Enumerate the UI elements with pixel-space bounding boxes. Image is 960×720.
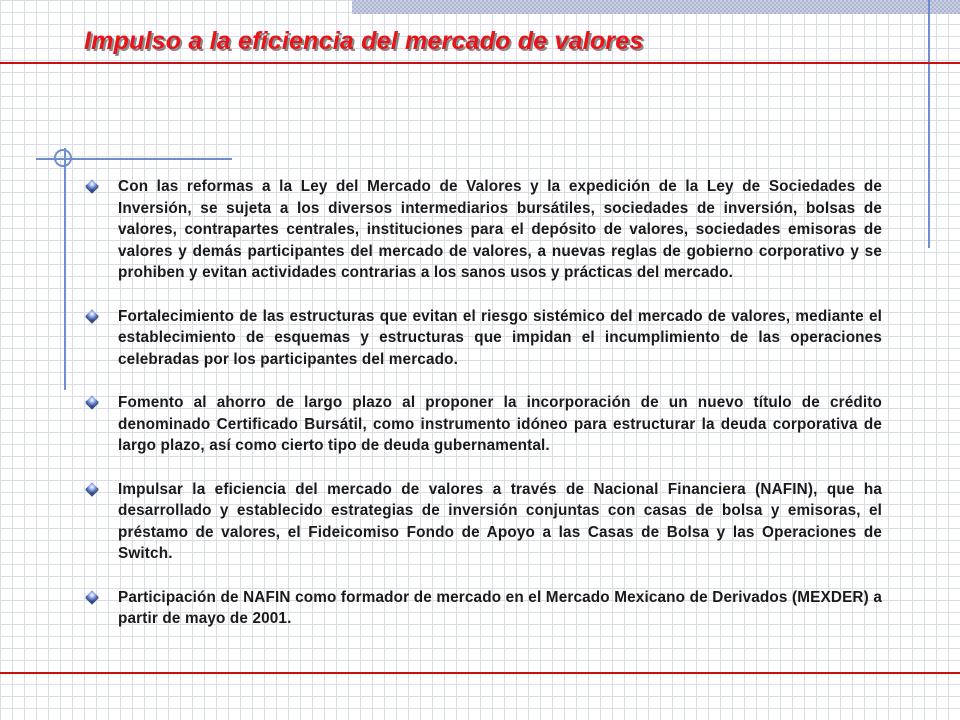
bullet-text: Fortalecimiento de las estructuras que evitan el riesgo sistémico del mercado de valores, mediante el establecimiento de esquemas y estructuras que impidan el incumplimiento de las operaciones celebradas por los participantes del mercado. — [118, 307, 882, 368]
list-item — [86, 392, 882, 457]
list-item — [86, 176, 882, 284]
list-item — [86, 587, 882, 630]
bottom-divider — [0, 672, 960, 674]
bullet-text: Impulsar la eficiencia del mercado de valores a través de Nacional Financiera (NAFIN), que ha desarrollado y establecido estrategias de inversión conjuntas con casas de bolsa y emisoras, el préstamo de valores, el Fideicomiso Fondo de Apoyo a las Casas de Bolsa y las Operaciones de Switch. — [118, 480, 882, 562]
bullet-list — [86, 176, 882, 652]
bullet-diamond-icon — [85, 309, 98, 322]
bullet-text: Participación de NAFIN como formador de mercado en el Mercado Mexicano de Derivados (MEXDER) a partir de mayo de 2001. — [118, 588, 882, 627]
list-item — [86, 479, 882, 565]
bullet-diamond-icon — [85, 482, 98, 495]
list-item — [86, 306, 882, 371]
bullet-text: Fomento al ahorro de largo plazo al proponer la incorporación de un nuevo título de crédito denominado Certificado Bursátil, como instrumento idóneo para estructurar la deuda corporativa de largo plazo, así como cierto tipo de deuda gubernamental. — [118, 394, 882, 454]
circle-accent — [54, 149, 72, 167]
bullet-text: Con las reformas a la Ley del Mercado de Valores y la expedición de la Ley de Sociedades de Inversión, se sujeta a los diversos intermediarios bursátiles, sociedades de inversión, bolsas de valores, contrapartes centrales, instituciones para el depósito de valores, sociedades emisoras de valores y demás participantes del mercado de valores, a nuevas reglas de gobierno corporativo y se prohiben y evitan actividades contrarias a los sanos usos y prácticas del mercado. — [118, 178, 882, 281]
bullet-diamond-icon — [85, 590, 98, 603]
top-decorative-bar — [352, 0, 960, 14]
slide-title: Impulso a la eficiencia del mercado de valores — [84, 27, 644, 55]
title-divider — [0, 62, 960, 64]
bullet-diamond-icon — [85, 179, 98, 192]
right-vertical-accent-line — [928, 0, 930, 248]
left-vertical-accent-line — [64, 148, 66, 390]
bullet-diamond-icon — [85, 395, 98, 408]
